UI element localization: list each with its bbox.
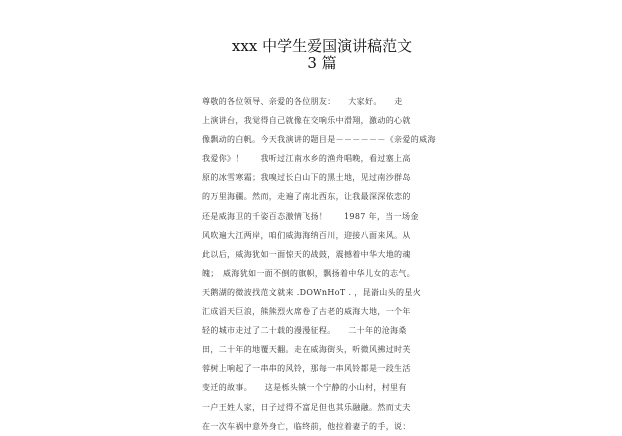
body-line: 魄； 威海犹如一面不倒的旗帜，飘扬着中华儿女的志气。 (202, 268, 416, 278)
body-line: 的万里海疆。然而，走遍了南北西东，让我最深深依恋的 (202, 192, 411, 202)
body-line: 还是威海卫的千姿百态激情飞扬！ 1987 年，当一场金 (202, 211, 419, 221)
body-line: 变迁的故事。 这是栎头镇一个宁静的小山村，村里有 (202, 383, 407, 393)
document-title-continued: 3 篇 (307, 54, 337, 72)
document-title: xxx 中学生爱国演讲稿范文 (231, 37, 413, 55)
body-line: 轻的城市走过了二十载的漫漫征程。 二十年的沧海桑 (202, 326, 407, 336)
body-line: 原的冰雪寒霜；我嗅过长白山下的黑土地，见过南沙群岛 (202, 173, 411, 183)
speech-body (202, 92, 436, 436)
body-line: 天鹅湖的微波找范文就来 .DOWnHoT . ，昆嵛山头的星火 (202, 287, 422, 297)
body-line: 一户王姓人家，日子过得不富足但也其乐融融。然而丈夫 (202, 402, 411, 412)
body-line: 尊敬的各位领导、亲爱的各位朋友： 大家好。 走 (202, 97, 403, 106)
body-line: 风吹遍大江两岸，咱们威海海纳百川，迎接八面来风。从 (202, 230, 411, 240)
body-line: 汇成滔天巨浪，熊熊烈火席卷了古老的威海大地，一个年 (202, 307, 411, 317)
body-line: 上演讲台，我觉得自己就像在交响乐中滑翔，激动的心就 (202, 116, 411, 126)
body-line: 我爱你》！ 我听过江南水乡的渔舟唱晚，看过塞上高 (202, 154, 411, 164)
body-line: 田，二十年的地覆天翻。走在威海街头，听微风拂过时芙 (202, 345, 411, 355)
body-line: 在一次车祸中意外身亡，临终前，他拉着妻子的手，说： (202, 421, 411, 431)
body-line: 蓉树上响起了一串串的风铃，那每一串风铃都是一段生活 (202, 364, 411, 374)
body-line: 此以后，威海犹如一面惊天的战鼓，震撼着中华大地的魂 (202, 249, 411, 259)
body-line: 像飘动的白帆。今天我演讲的题目是－－－－－－《亲爱的威海 (202, 135, 436, 145)
